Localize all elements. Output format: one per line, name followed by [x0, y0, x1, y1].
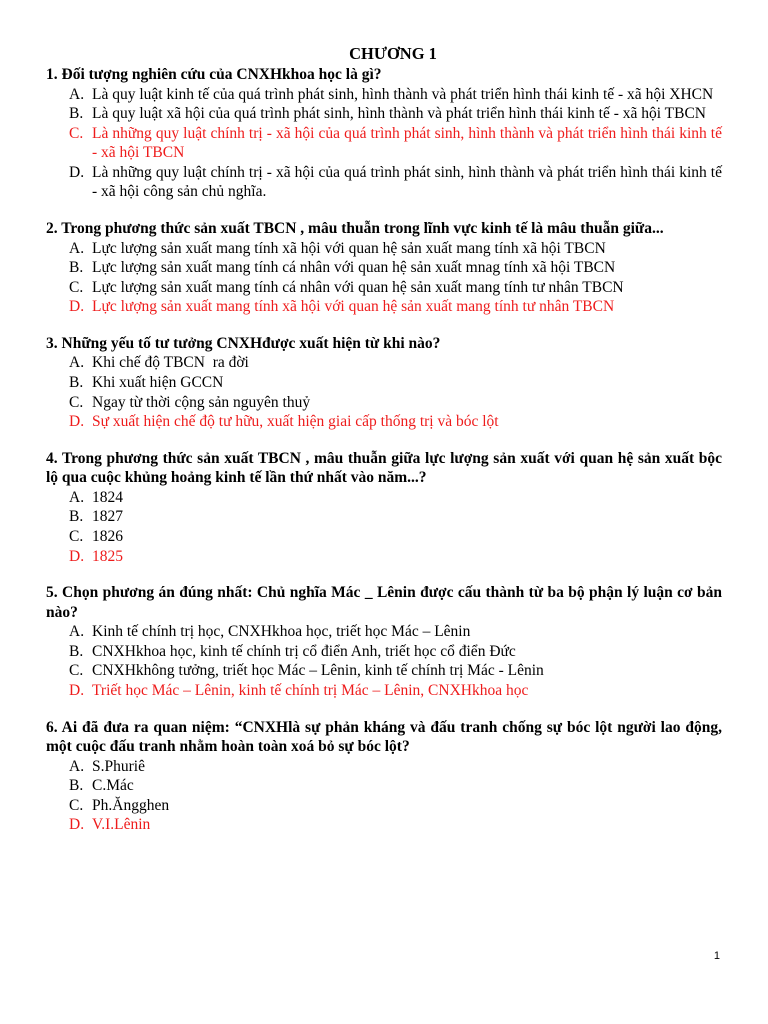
option-text: Khi xuất hiện GCCN [92, 374, 224, 392]
option-letter: A. [69, 239, 85, 257]
question-1 [46, 65, 722, 202]
option-text: Lực lượng sản xuất mang tính cá nhân với quan hệ sản xuất mang tính tư nhân TBCN [92, 278, 624, 296]
option-letter: B. [69, 642, 84, 660]
option-letter: C. [69, 124, 84, 142]
option-letter: D. [69, 413, 85, 431]
option-d-correct [46, 412, 722, 432]
option-a [46, 239, 722, 259]
option-d-correct [46, 547, 722, 567]
page-number: 1 [713, 950, 720, 962]
option-letter: A. [69, 85, 85, 103]
option-text: Là những quy luật chính trị - xã hội của quá trình phát sinh, hình thành và phát triển hình thái kinh tế - xã hội công sản chủ nghĩa. [92, 163, 722, 201]
option-d-correct [46, 681, 722, 701]
option-letter: D. [69, 163, 85, 181]
question-text: 3. Những yếu tố tư tưởng CNXHđược xuất hiện từ khi nào? [46, 334, 441, 352]
option-text: Lực lượng sản xuất mang tính cá nhân với quan hệ sản xuất mnag tính xã hội TBCN [92, 259, 616, 277]
option-a [46, 85, 722, 105]
option-d-correct [46, 815, 722, 835]
option-c [46, 796, 722, 816]
option-text: Ngay từ thời cộng sản nguyên thuỷ [92, 393, 311, 411]
option-letter: C. [69, 662, 84, 680]
option-text: CNXHkhông tưởng, triết học Mác – Lênin, kinh tế chính trị Mác - Lênin [92, 662, 544, 680]
option-letter: B. [69, 777, 84, 795]
option-letter: C. [69, 393, 84, 411]
option-letter: A. [69, 488, 85, 506]
option-letter: D. [69, 816, 85, 834]
option-c [46, 393, 722, 413]
option-letter: D. [69, 298, 85, 316]
option-text: 1825 [92, 547, 123, 565]
option-text: Là quy luật kinh tế của quá trình phát sinh, hình thành và phát triển hình thái kinh tế - xã hội XHCN [92, 85, 714, 103]
option-a [46, 488, 722, 508]
question-text: 6. Ai đã đưa ra quan niệm: “CNXHlà sự phản kháng và đấu tranh chống sự bóc lột người lao động, một cuộc đấu tranh nhằm hoàn toàn xoá bỏ sự bóc lột? [46, 718, 722, 756]
option-text: Ph.Ăngghen [92, 796, 170, 814]
option-text: Lực lượng sản xuất mang tính xã hội với quan hệ sản xuất mang tính tư nhân TBCN [92, 298, 615, 316]
option-letter: A. [69, 354, 85, 372]
option-c-correct [46, 124, 722, 163]
question-6 [46, 718, 722, 835]
question-5 [46, 583, 722, 700]
option-text: Sự xuất hiện chế độ tư hữu, xuất hiện giai cấp thống trị và bóc lột [92, 413, 499, 431]
question-text: 2. Trong phương thức sản xuất TBCN , mâu thuẫn trong lĩnh vực kinh tế là mâu thuẫn giữa... [46, 220, 664, 238]
question-text: 1. Đối tượng nghiên cứu của CNXHkhoa học là gì? [46, 66, 382, 83]
option-letter: C. [69, 796, 84, 814]
option-text: Là quy luật xã hội của quá trình phát sinh, hình thành và phát triển hình thái kinh tế - xã hội TBCN [92, 105, 706, 123]
option-letter: D. [69, 547, 85, 565]
option-letter: B. [69, 508, 84, 526]
option-text: Khi chế độ TBCN ra đời [92, 354, 249, 372]
option-c [46, 661, 722, 681]
question-4 [46, 449, 722, 566]
question-3 [46, 334, 722, 432]
option-text: C.Mác [92, 777, 134, 795]
option-letter: C. [69, 278, 84, 296]
option-c [46, 527, 722, 547]
option-text: S.Phuriê [92, 757, 145, 775]
option-a [46, 622, 722, 642]
option-letter: B. [69, 105, 84, 123]
option-text: 1824 [92, 488, 123, 506]
option-text: 1826 [92, 528, 123, 545]
question-text: 4. Trong phương thức sản xuất TBCN , mâu thuẫn giữa lực lượng sản xuất với quan hệ sản xuất bộc lộ qua cuộc khủng hoảng kinh tế lần thứ nhất vào năm...? [46, 449, 722, 487]
option-letter: B. [69, 374, 84, 392]
option-text: CNXHkhoa học, kinh tế chính trị cổ điển Anh, triết học cổ điển Đức [92, 642, 516, 660]
option-b [46, 258, 722, 278]
question-text: 5. Chọn phương án đúng nhất: Chủ nghĩa Mác _ Lênin được cấu thành từ ba bộ phận lý luận cơ bản nào? [46, 584, 722, 621]
option-letter: A. [69, 757, 85, 775]
option-d-correct [46, 297, 722, 317]
option-a [46, 353, 722, 373]
option-a [46, 757, 722, 777]
option-letter: A. [69, 623, 85, 641]
option-b [46, 373, 722, 393]
option-letter: D. [69, 681, 85, 699]
option-text: Lực lượng sản xuất mang tính xã hội với quan hệ sản xuất mang tính xã hội TBCN [92, 239, 606, 257]
option-b [46, 642, 722, 662]
option-d [46, 163, 722, 202]
option-text: V.I.Lênin [92, 816, 151, 834]
option-text: Là những quy luật chính trị - xã hội của quá trình phát sinh, hình thành và phát triển hình thái kinh tế - xã hội TBCN [92, 124, 722, 162]
question-2 [46, 219, 722, 317]
option-letter: B. [69, 259, 84, 277]
option-b [46, 507, 722, 527]
option-text: Triết học Mác – Lênin, kinh tế chính trị Mác – Lênin, CNXHkhoa học [92, 681, 529, 699]
document-page [46, 44, 722, 852]
option-b [46, 104, 722, 124]
option-text: 1827 [92, 508, 123, 526]
option-letter: C. [69, 528, 84, 545]
option-c [46, 278, 722, 298]
chapter-title: CHƯƠNG 1 [349, 44, 437, 63]
option-b [46, 776, 722, 796]
option-text: Kinh tế chính trị học, CNXHkhoa học, triết học Mác – Lênin [92, 623, 471, 641]
